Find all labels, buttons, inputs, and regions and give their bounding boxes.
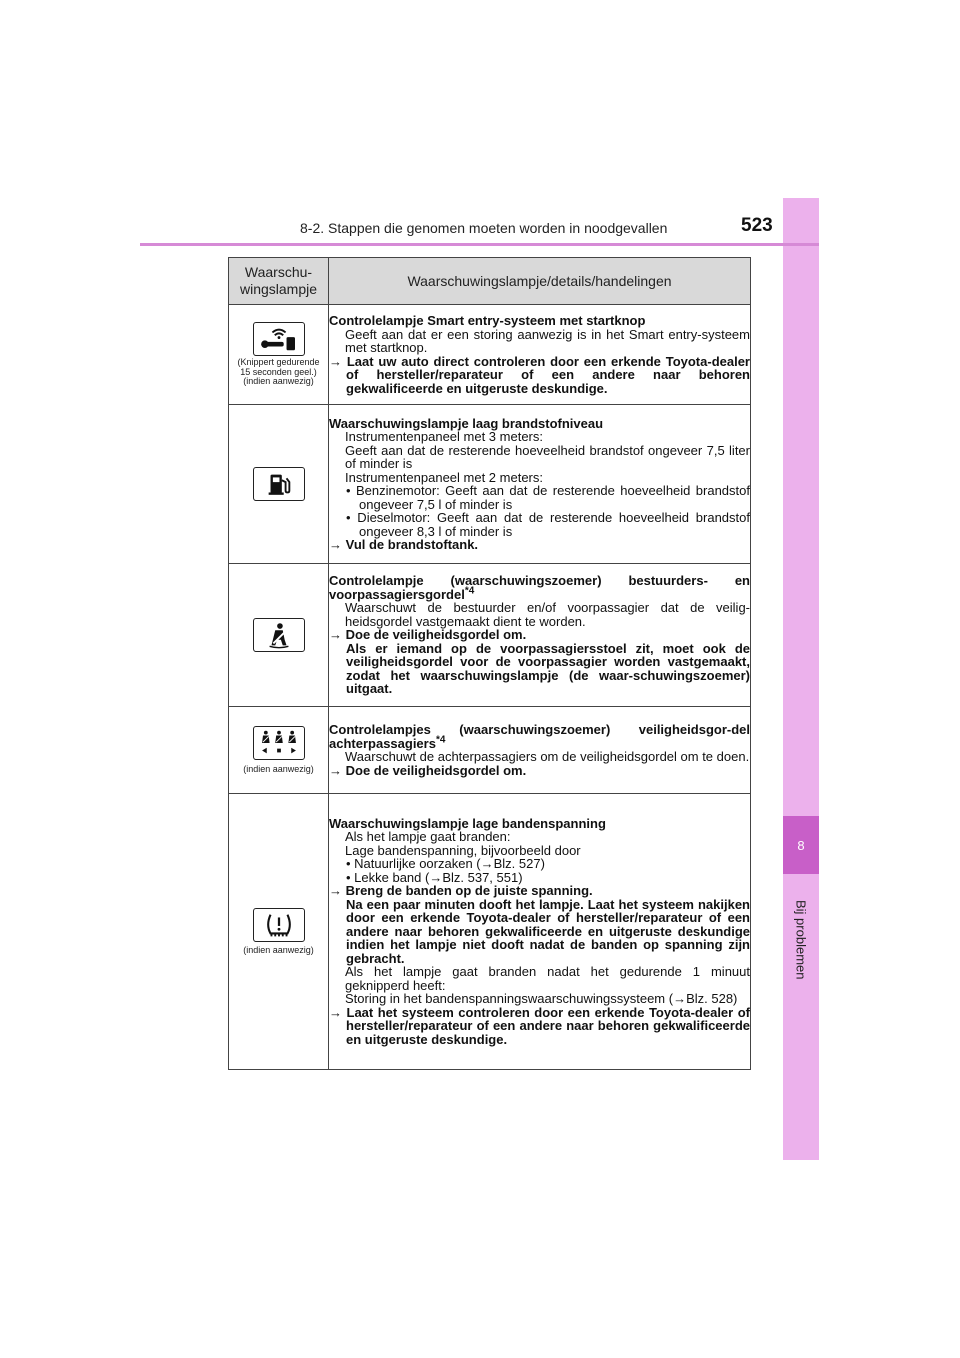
seatbelt-icon bbox=[253, 618, 305, 652]
lamp-caption: (indien aanwezig) bbox=[243, 763, 314, 774]
lamp-cell bbox=[229, 707, 329, 794]
lamp-cell bbox=[229, 305, 329, 405]
lamp-details: Controlelampje (waarschuwingszoemer) bestuurders- en voorpassagiersgordel$^{*4}$ Waarschuwt de bestuurder en/of voorpassagier dat de veilig-heidsgordel vastgemaakt dient te worden. → Doe de veiligheidsgordel om. Als er iemand op de voorpassagiersstoel zit, moet ook de veiligheidsgordel voor de voorpassagier worden vastgemaakt, zodat het waarschuwingslampje (de waar-schuwingszoemer) uitgaat. bbox=[329, 564, 751, 707]
lamp-details: Waarschuwingslampje laag brandstofniveau Instrumentenpaneel met 3 meters: Geeft aan dat de resterende hoeveelheid brandstof ongeveer 7,5 liter of minder is Instrumentenpaneel met 2 meters: • Benzinemotor: Geeft aan dat de resterende hoeveelheid brandstof ongeveer 7,5 l of minder is • Dieselmotor: Geeft aan dat de resterende hoeveelheid brandstof ongeveer 8,3 l of minder is → Vul de brandstoftank. bbox=[329, 405, 751, 564]
chapter-side-tab bbox=[783, 198, 819, 1160]
warning-lights-table bbox=[228, 257, 751, 1070]
table-row bbox=[229, 707, 751, 794]
lamp-cell bbox=[229, 794, 329, 1070]
lamp-details: Controlelampje Smart entry-systeem met startknop Geeft aan dat er een storing aanwezig is in het Smart entry-systeem met startknop. → Laat uw auto direct controleren door een erkende Toyota-dealer of hersteller/reparateur of een andere naar behoren gekwalificeerde en uitgeruste deskundige. bbox=[329, 305, 751, 405]
chapter-label: Bij problemen bbox=[793, 900, 809, 980]
lamp-title: Waarschuwingslampje laag brandstofniveau bbox=[329, 415, 604, 431]
lamp-details: Controlelampjes (waarschuwingszoemer) veiligheidsgor-del achterpassagiers$^{*4}$ Waarschuwt de achterpassagiers om de veiligheidsgordel om te doen. → Doe de veiligheidsgordel om. bbox=[329, 707, 751, 794]
lamp-title: Controlelampjes (waarschuwingszoemer) veiligheidsgor-del achterpassagiers$^{*4}$ bbox=[329, 722, 750, 751]
lamp-title: Controlelampje (waarschuwingszoemer) bestuurders- en voorpassagiersgordel$^{*4}$ bbox=[329, 573, 750, 602]
table-row bbox=[229, 305, 751, 405]
action-item: → Doe de veiligheidsgordel om. bbox=[329, 762, 527, 778]
column-header-lamp: Waarschu- wingslampje bbox=[229, 258, 329, 305]
fuel-pump-icon bbox=[253, 467, 305, 501]
action-item: → Vul de brandstoftank. bbox=[329, 537, 479, 552]
table-row bbox=[229, 794, 751, 1070]
lamp-title: Waarschuwingslampje lage bandenspanning bbox=[329, 815, 606, 831]
lamp-title: Controlelampje Smart entry-systeem met startknop bbox=[329, 313, 646, 328]
action-item: → Breng de banden op de juiste spanning. bbox=[329, 883, 593, 899]
section-title: 8-2. Stappen die genomen moeten worden in noodgevallen bbox=[300, 220, 668, 236]
header-rule bbox=[140, 243, 819, 246]
lamp-cell bbox=[229, 405, 329, 564]
action-item: → Doe de veiligheidsgordel om. bbox=[329, 627, 527, 643]
lamp-cell bbox=[229, 564, 329, 707]
column-header-details: Waarschuwingslampje/details/handelingen bbox=[329, 258, 751, 305]
action-item: → Laat uw auto direct controleren door een erkende Toyota-dealer of hersteller/reparateur of een andere naar behoren gekwalificeerde en uitgeruste deskundige. bbox=[329, 353, 750, 396]
table-row bbox=[229, 564, 751, 707]
page-number: 523 bbox=[741, 215, 773, 236]
tire-pressure-icon bbox=[253, 908, 305, 942]
rear-seatbelt-icon bbox=[253, 726, 305, 760]
lamp-details: Waarschuwingslampje lage bandenspanning Als het lampje gaat branden: Lage bandenspanning, bijvoorbeeld door • Natuurlijke oorzaken (→Blz. 527) • Lekke band (→Blz. 537, 551) → Breng de banden op de juiste spanning. Na een paar minuten dooft het lampje. Laat het systeem nakijken door een erkende Toyota-dealer of hersteller/reparateur of een andere naar behoren gekwalificeerde en uitgeruste deskundige indien het lampje niet dooft nadat de banden op spanning zijn gebracht. Als het lampje gaat branden nadat het gedurende 1 minuut geknipperd heeft: Storing in het bandenspanningswaarschuwingssysteem (→Blz. 528) → Laat het systeem controleren door een erkende Toyota-dealer of hersteller/reparateur of een andere naar behoren gekwalificeerde en uitgeruste deskundige. bbox=[329, 794, 751, 1070]
lamp-caption: (Knippert gedurende 15 seconden geel.) (indien aanwezig) bbox=[237, 357, 320, 387]
chapter-number: 8 bbox=[783, 816, 819, 874]
smart-entry-key-icon bbox=[253, 322, 305, 356]
lamp-caption: (indien aanwezig) bbox=[243, 944, 314, 955]
action-item: → Laat het systeem controleren door een erkende Toyota-dealer of hersteller/reparateur of een andere naar behoren gekwalificeerde en uitgeruste deskundige. bbox=[329, 1004, 750, 1047]
table-row bbox=[229, 405, 751, 564]
